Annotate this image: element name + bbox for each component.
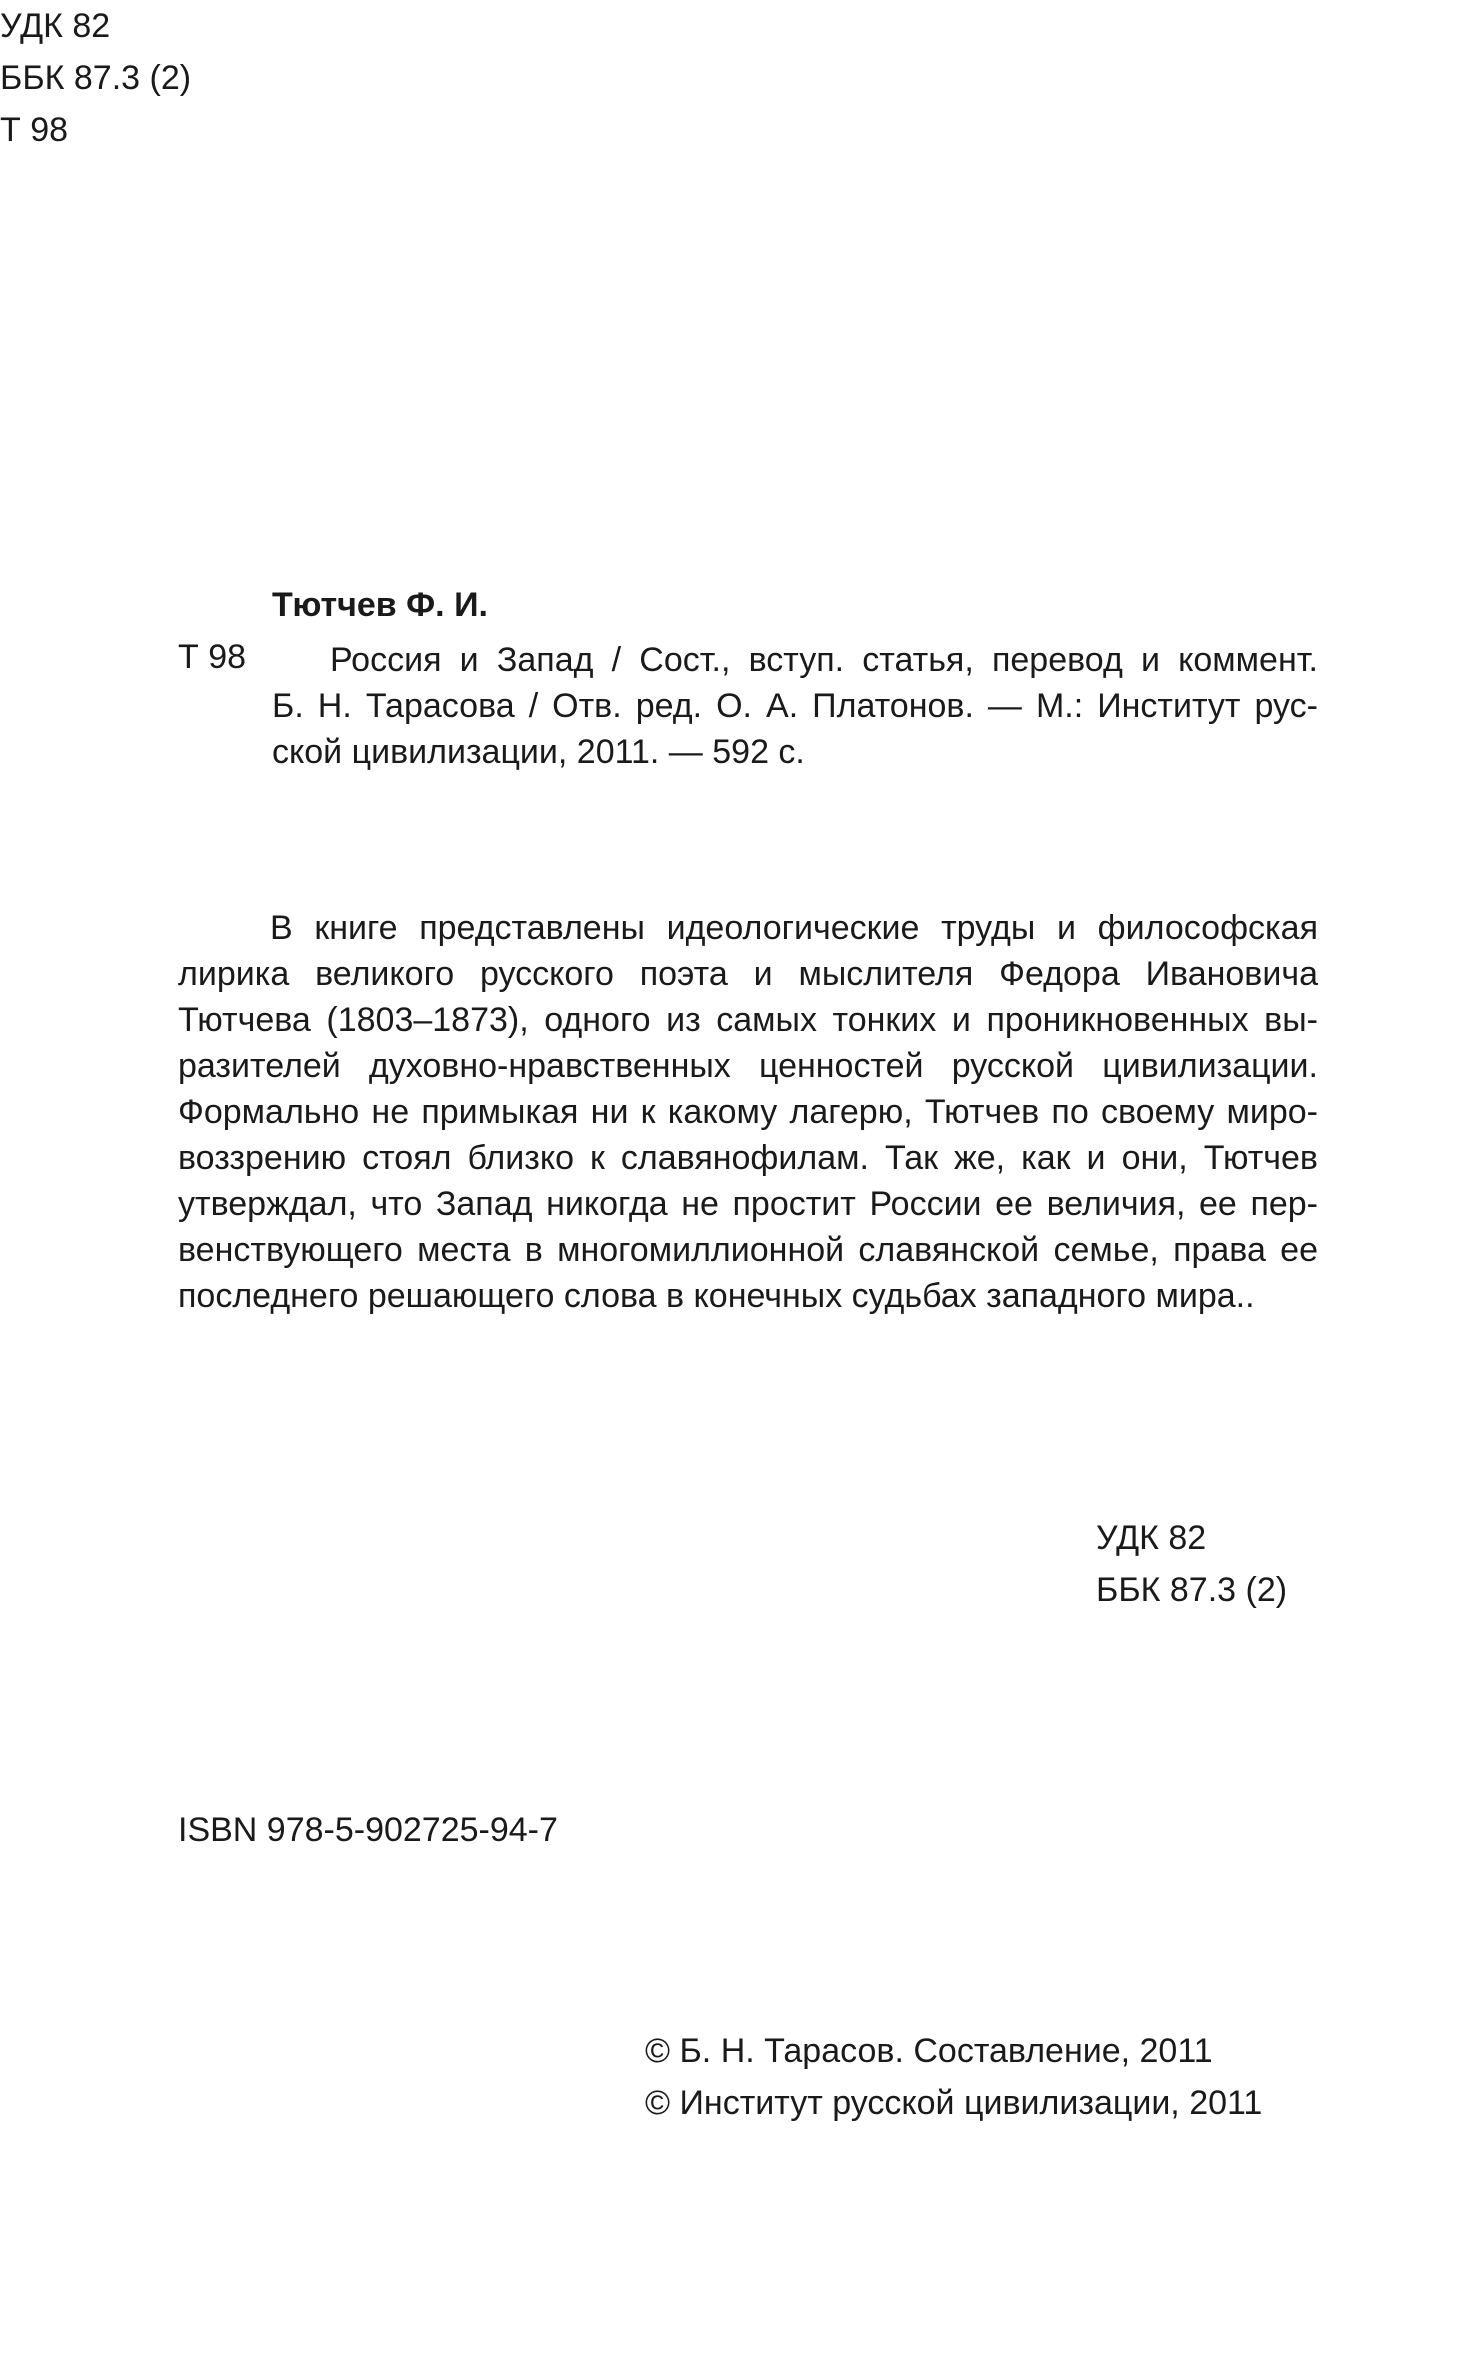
annotation-line: лирика великого русского поэта и мыслителя Федора Ивановича	[178, 955, 1318, 993]
author-mark: Т 98	[0, 111, 69, 149]
bbk-code: ББК 87.3 (2)	[1096, 1571, 1288, 1609]
classification-codes-bottom	[1096, 1512, 1287, 1616]
catalog-author-mark: Т 98	[178, 638, 247, 676]
isbn-number: ISBN 978-5-902725-94-7	[178, 1811, 558, 1849]
annotation-line: венствующего места в многомиллионной славянской семье, права ее	[178, 1231, 1318, 1269]
bbk-code: ББК 87.3 (2)	[0, 59, 192, 97]
annotation-line: воззрению стоял близко к славянофилам. Так же, как и они, Тютчев	[178, 1139, 1318, 1177]
copyright-notices	[645, 2025, 1262, 2129]
annotation-line: Тютчева (1803–1873), одного из самых тонких и проникновенных вы-	[178, 1001, 1318, 1039]
annotation-line: разителей духовно-нравственных ценностей русской цивилизации.	[178, 1047, 1318, 1085]
copyright-line: © Институт русской цивилизации, 2011	[645, 2084, 1263, 2122]
annotation-paragraph	[178, 905, 1318, 1319]
annotation-line: Формально не примыкая ни к какому лагерю, Тютчев по своему миро-	[178, 1093, 1318, 1131]
bibliographic-description	[272, 637, 1318, 775]
annotation-line: В книге представлены идеологические труды и философская	[270, 909, 1318, 947]
classification-codes-top	[0, 0, 1476, 156]
bibliographic-line: ской цивилизации, 2011. — 592 с.	[272, 733, 805, 771]
catalog-author: Тютчев Ф. И.	[272, 586, 488, 624]
annotation-line: утверждал, что Запад никогда не простит России ее величия, ее пер-	[178, 1185, 1318, 1223]
udk-code: УДК 82	[0, 7, 111, 45]
bibliographic-line: Б. Н. Тарасова / Отв. ред. О. А. Платонов. — М.: Институт рус-	[272, 687, 1318, 725]
copyright-line: © Б. Н. Тарасов. Составление, 2011	[645, 2032, 1213, 2070]
annotation-line: последнего решающего слова в конечных судьбах западного мира..	[178, 1277, 1255, 1315]
bibliographic-line: Россия и Запад / Сост., вступ. статья, перевод и коммент.	[330, 641, 1318, 679]
udk-code: УДК 82	[1096, 1519, 1207, 1557]
